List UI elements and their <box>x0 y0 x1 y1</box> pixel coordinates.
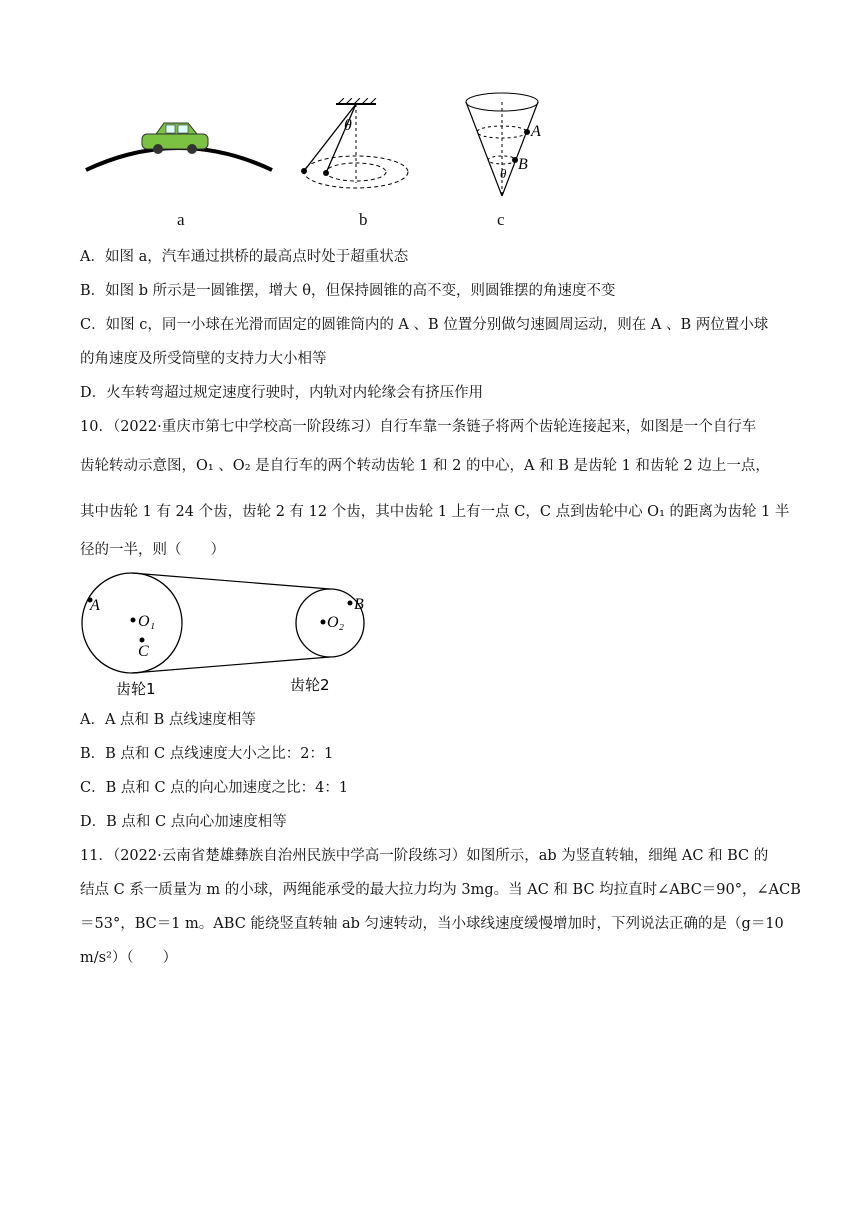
q9-option-d: D．火车转弯超过规定速度行驶时，内轨对内轮缘会有挤压作用 <box>80 385 484 401</box>
q10-option-a: A．A 点和 B 点线速度相等 <box>80 712 256 728</box>
gear-diagram <box>80 568 380 698</box>
angle-theta-label: θ <box>344 117 352 134</box>
q10-option-c: C．B 点和 C 点的向心加速度之比：4：1 <box>80 780 349 796</box>
q10-stem-line-4: 径的一半，则（ ） <box>80 542 225 558</box>
q10-stem-line-2: 齿轮转动示意图，O₁ 、O₂ 是自行车的两个转动齿轮 1 和 2 的中心，A 和 B 是齿轮 1 和齿轮 2 边上一点， <box>80 458 770 474</box>
point-c-label: C <box>138 643 149 660</box>
figure-a-arch-bridge <box>84 112 274 182</box>
caption-b: b <box>359 210 368 229</box>
q9-option-b: B．如图 b 所示是一圆锥摆，增大 θ，但保持圆锥的高不变，则圆锥摆的角速度不变 <box>80 283 616 299</box>
figure-c-cone <box>460 92 560 202</box>
center-o1-label: O₁ <box>138 613 156 630</box>
caption-a: a <box>177 210 185 229</box>
q11-stem-line-2: 结点 C 系一质量为 m 的小球，两绳能承受的最大拉力均为 3mg。当 AC 和 BC 均拉直时∠ABC＝90°，∠ACB <box>80 882 801 898</box>
q10-stem-line-1: 10．（2022·重庆市第七中学校高一阶段练习）自行车靠一条链子将两个齿轮连接起来，如图是一个自行车 <box>80 419 757 435</box>
point-b-label: B <box>354 596 364 613</box>
q9-option-c: C．如图 c，同一小球在光滑而固定的圆锥筒内的 A 、B 位置分别做匀速圆周运动，则在 A 、B 两位置小球 <box>80 317 769 333</box>
angle-theta-label: θ <box>500 166 507 181</box>
point-a-label: A <box>90 597 100 614</box>
figure-b-conical-pendulum <box>296 98 436 198</box>
q9-option-a: A．如图 a，汽车通过拱桥的最高点时处于超重状态 <box>80 249 409 265</box>
center-o2-label: O₂ <box>327 614 345 631</box>
q11-stem-line-3: ＝53°，BC＝1 m。ABC 能绕竖直转轴 ab 匀速转动，当小球线速度缓慢增加时，下列说法正确的是（g＝10 <box>80 916 784 932</box>
q9-option-c-cont: 的角速度及所受筒壁的支持力大小相等 <box>80 351 327 367</box>
q10-stem-line-3: 其中齿轮 1 有 24 个齿，齿轮 2 有 12 个齿，其中齿轮 1 上有一点 C，C 点到齿轮中心 O₁ 的距离为齿轮 1 半 <box>80 504 790 520</box>
q10-option-d: D．B 点和 C 点向心加速度相等 <box>80 814 287 830</box>
gear-2-caption: 齿轮2 <box>290 676 330 694</box>
car-icon <box>142 123 208 154</box>
q11-stem-line-1: 11．（2022·云南省楚雄彝族自治州民族中学高一阶段练习）如图所示，ab 为竖直转轴，细绳 AC 和 BC 的 <box>80 848 769 864</box>
q10-option-b: B．B 点和 C 点线速度大小之比：2：1 <box>80 746 334 762</box>
point-b-label: B <box>518 156 528 173</box>
gear-1-caption: 齿轮1 <box>116 680 156 698</box>
caption-c: c <box>497 210 505 229</box>
q11-stem-line-4: m/s²）（ ） <box>80 950 178 966</box>
point-a-label: A <box>531 123 541 140</box>
